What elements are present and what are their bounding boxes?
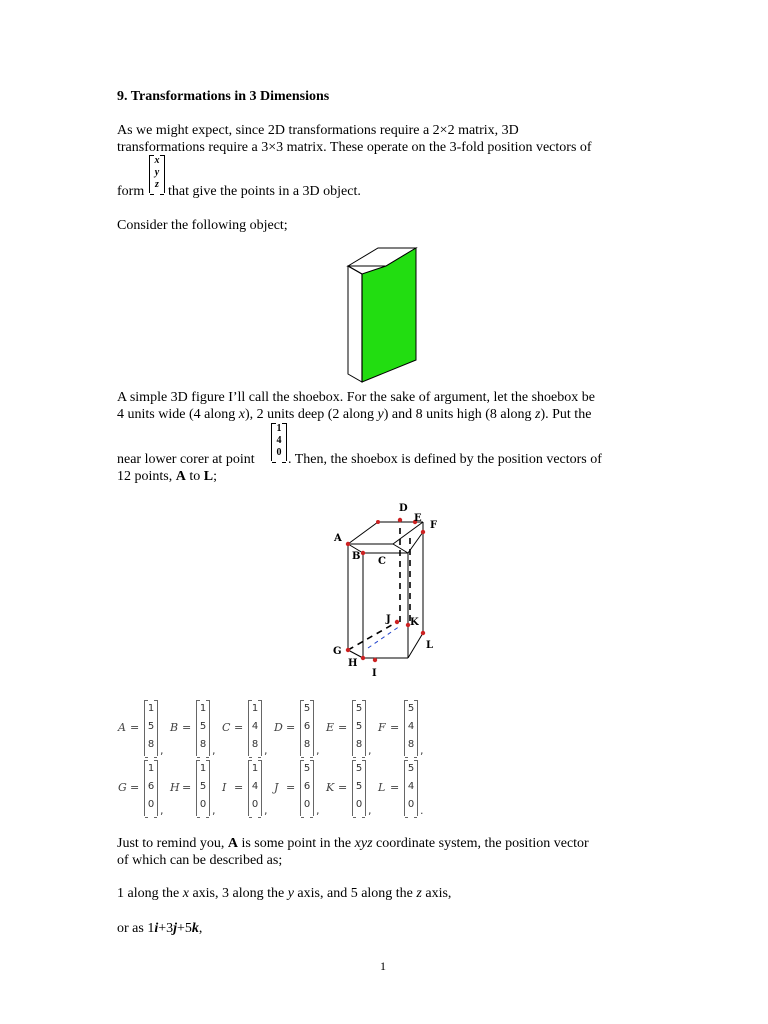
separator: , xyxy=(316,744,320,757)
label-K: K xyxy=(410,617,419,628)
vector-entry: 1 xyxy=(199,763,207,774)
vector-entry: 5 xyxy=(199,721,207,732)
vector-entry: 5 xyxy=(303,763,311,774)
vector-entry: 6 xyxy=(303,721,311,732)
separator: , xyxy=(368,744,372,757)
vector-name-A: A xyxy=(118,721,126,734)
vector-E xyxy=(352,700,366,756)
vector-entry: 8 xyxy=(407,739,415,750)
separator: , xyxy=(368,804,372,817)
equals-sign: = xyxy=(286,781,296,794)
vector-entry: 0 xyxy=(355,799,363,810)
vector-name-C: C xyxy=(222,721,231,734)
para1-form-suffix: that give the points in a 3D object. xyxy=(168,184,361,199)
label-G: G xyxy=(333,646,342,657)
vector-entry: 5 xyxy=(407,703,415,714)
vector-entry: 5 xyxy=(355,721,363,732)
vector-name-H: H xyxy=(170,781,180,794)
vector-entry: 5 xyxy=(407,763,415,774)
vector-entry: 1 xyxy=(199,703,207,714)
vector-entry: 1 xyxy=(147,763,155,774)
para3-line1: A simple 3D figure I’ll call the shoebox. For the sake of argument, let the shoebox be xyxy=(117,390,595,405)
vector-entry: 8 xyxy=(303,739,311,750)
separator: , xyxy=(264,744,268,757)
equals-sign: = xyxy=(234,721,244,734)
vector-entry: 6 xyxy=(147,781,155,792)
vector-F xyxy=(404,700,418,756)
vector-entry: 5 xyxy=(303,703,311,714)
vector-B xyxy=(196,700,210,756)
vector-name-E: E xyxy=(326,721,335,734)
para3-line4: 12 points, A to L; xyxy=(117,469,217,484)
vector-entry: 0 xyxy=(303,799,311,810)
shoebox-green-face xyxy=(362,248,416,382)
equals-sign: = xyxy=(182,781,192,794)
vector-J xyxy=(300,760,314,816)
vector-y: y xyxy=(154,167,160,178)
separator: , xyxy=(212,744,216,757)
para1-form-prefix: form xyxy=(117,184,145,199)
vector-entry: 1 xyxy=(251,703,259,714)
page-number: 1 xyxy=(380,959,386,973)
vector-I xyxy=(248,760,262,816)
para1-line2: transformations require a 3×3 matrix. These operate on the 3-fold position vectors of xyxy=(117,140,592,155)
separator: , xyxy=(160,804,164,817)
para4-line1: Just to remind you, A is some point in the xyz coordinate system, the position vector xyxy=(117,836,589,851)
equals-sign: = xyxy=(390,781,400,794)
shoebox-figure xyxy=(340,238,425,388)
vector-entry: 8 xyxy=(147,739,155,750)
xyz-column-vector xyxy=(149,155,165,193)
separator: , xyxy=(420,744,424,757)
separator: , xyxy=(264,804,268,817)
vector-name-L: L xyxy=(378,781,386,794)
vector-name-G: G xyxy=(118,781,127,794)
para3-line3-suffix: . Then, the shoebox is defined by the position vectors of xyxy=(288,452,602,467)
vector-entry: 6 xyxy=(303,781,311,792)
vector-H xyxy=(196,760,210,816)
labeled-shoebox-diagram xyxy=(330,498,445,680)
vector-entry: 4 xyxy=(251,781,259,792)
vector-entry: 8 xyxy=(355,739,363,750)
para3-line2: 4 units wide (4 along x), 2 units deep (2 along y) and 8 units high (8 along z). Put the xyxy=(117,407,592,422)
label-L: L xyxy=(426,640,434,651)
equals-sign: = xyxy=(182,721,192,734)
separator: . xyxy=(420,804,424,817)
vector-entry: 1 xyxy=(147,703,155,714)
vector-entry: 8 xyxy=(251,739,259,750)
vector-entry: 8 xyxy=(199,739,207,750)
vector-z: z xyxy=(155,179,159,190)
vector-K xyxy=(352,760,366,816)
para5: 1 along the x axis, 3 along the y axis, and 5 along the z axis, xyxy=(117,886,452,901)
label-C: C xyxy=(378,556,386,567)
vector-entry: 4 xyxy=(407,721,415,732)
equals-sign: = xyxy=(130,721,140,734)
label-I: I xyxy=(372,668,377,679)
vector-entry: 4 xyxy=(407,781,415,792)
vector-row-1 xyxy=(118,700,448,760)
vector-entry: 5 xyxy=(355,781,363,792)
vector-D xyxy=(300,700,314,756)
equals-sign: = xyxy=(234,781,244,794)
label-B: B xyxy=(352,551,361,562)
separator: , xyxy=(212,804,216,817)
label-J: J xyxy=(386,614,391,625)
vector-name-K: K xyxy=(326,781,335,794)
equals-sign: = xyxy=(338,721,348,734)
equals-sign: = xyxy=(130,781,140,794)
label-E: E xyxy=(414,513,422,524)
vector-entry: 5 xyxy=(355,763,363,774)
vector-name-I: I xyxy=(222,781,227,794)
point-column-vector: 1 4 0 xyxy=(271,423,287,461)
section-heading: 9. Transformations in 3 Dimensions xyxy=(117,89,330,104)
vector-entry: 0 xyxy=(407,799,415,810)
equals-sign: = xyxy=(286,721,296,734)
vector-name-J: J xyxy=(274,781,279,794)
para1-line1: As we might expect, since 2D transformations require a 2×2 matrix, 3D xyxy=(117,123,519,138)
vector-entry: 0 xyxy=(147,799,155,810)
label-D: D xyxy=(399,503,408,514)
vector-name-D: D xyxy=(274,721,283,734)
vector-entry: 1 xyxy=(251,763,259,774)
para6: or as 1i+3j+5k, xyxy=(117,921,203,936)
vector-entry: 5 xyxy=(355,703,363,714)
vector-entry: 0 xyxy=(251,799,259,810)
equals-sign: = xyxy=(390,721,400,734)
para4-line2: of which can be described as; xyxy=(117,853,283,868)
para3-line3-prefix: near lower corer at point xyxy=(117,452,255,467)
vector-entry: 5 xyxy=(147,721,155,732)
vector-A xyxy=(144,700,158,756)
vector-C xyxy=(248,700,262,756)
para2: Consider the following object; xyxy=(117,218,288,233)
vector-x: x xyxy=(154,155,160,166)
vector-entry: 5 xyxy=(199,781,207,792)
separator: , xyxy=(316,804,320,817)
label-A: A xyxy=(334,533,342,544)
vector-entry: 4 xyxy=(251,721,259,732)
separator: , xyxy=(160,744,164,757)
equals-sign: = xyxy=(338,781,348,794)
label-H: H xyxy=(348,658,358,669)
shoebox-side-face xyxy=(348,266,362,382)
label-F: F xyxy=(430,520,438,531)
vector-name-F: F xyxy=(378,721,386,734)
vector-L xyxy=(404,760,418,816)
vector-name-B: B xyxy=(170,721,179,734)
vector-entry: 0 xyxy=(199,799,207,810)
vector-row-2 xyxy=(118,760,448,820)
vector-G xyxy=(144,760,158,816)
